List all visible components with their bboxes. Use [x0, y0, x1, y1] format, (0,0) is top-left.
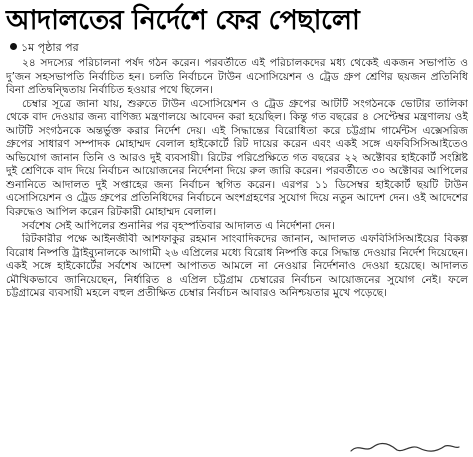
headline: আদালতের নির্দেশে ফের পেছালো	[6, 5, 360, 36]
author-signature	[345, 441, 465, 455]
bullet-icon	[10, 43, 17, 50]
article-paragraph: সর্বশেষ সেই আপিলের শুনানির পর বৃহস্পতিবার আদালত এ নির্দেশনা দেন।	[22, 219, 335, 232]
continuation-label: ১ম পৃষ্ঠার পর	[21, 41, 79, 54]
article-paragraph: রিটকারীর পক্ষে আইনজীবী আশফাকুর রহমান সাংবাদিকদের জানান, আদালত এফবিসিসিআইয়ের বিকল্প বিরোধ নিষ্পত্তি ট্রাইব্যুনালকে আগামী ২৬ এপ্রিলের মধ্যে বিরোধ নিষ্পত্তি করে সিদ্ধান্ত দেওয়ার নির্দেশ দিয়েছেন। একই সঙ্গে হাইকোর্টের সর্বশেষ আদেশ আপাতত আমলে না নেওয়ার নির্দেশনাও দেওয়া হয়েছে। আদালত মৌখিকভাবে জানিয়েছেন, নির্ধারিত ৪ এপ্রিল চট্টগ্রাম চেম্বারের নির্বাচন আয়োজনের সুযোগ নেই। ফলে চট্টগ্রামের ব্যবসায়ী মহলে বহুল প্রতীক্ষিত চেম্বার নির্বাচন আবারও অনিশ্চয়তার মুখে পড়েছে।	[6, 233, 468, 300]
continuation-note	[10, 40, 79, 56]
article-body	[6, 57, 468, 301]
article-paragraph: ২৪ সদস্যের পরিচালনা পর্ষদ গঠন করেন। পরবর্তীতে এই পরিচালকদের মধ্য থেকেই একজন সভাপতি ও দু’জন সহসভাপতি নির্বাচিত হন। চলতি নির্বাচনে টাউন এসোসিয়েশন ও ট্রেড গ্রুপ শ্রেণির ছয়জন প্রতিনিধি বিনা প্রতিদ্বন্দ্বিতায় নির্বাচিত হওয়ার পথে ছিলেন।	[6, 57, 468, 97]
article-paragraph: চেম্বার সূত্রে জানা যায়, শুরুতে টাউন এসোসিয়েশন ও ট্রেড গ্রুপের আটটি সংগঠনকে ভোটার তালিকা থেকে বাদ দেওয়ার জন্য বাণিজ্য মন্ত্রণালয়ে আবেদন করা হয়েছিল। কিন্তু গত বছরের ৪ সেপ্টেম্বর মন্ত্রণালয় ওই আটটি সংগঠনকে অন্তর্ভুক্ত করার নির্দেশ দেয়। এই সিদ্ধান্তের বিরোধিতা করে চট্টগ্রাম গার্মেন্টস এক্সেসরিজ গ্রুপের সাধারণ সম্পাদক মোহাম্মদ বেলাল হাইকোর্টে রিট দায়ের করেন এবং একই সঙ্গে এফবিসিসিআইতেও অভিযোগ জানান তিনি ও আরও দুই ব্যবসায়ী। রিটের পরিপ্রেক্ষিতে গত বছরের ২২ অক্টোবর হাইকোর্ট সংশ্লিষ্ট দুই শ্রেণিকে বাদ দিয়ে নির্বাচন আয়োজনের নির্দেশনা দিয়ে রুল জারি করেন। পরবর্তীতে ৩০ অক্টোবর আপিলের শুনানিতে আদালত দুই সপ্তাহের জন্য নির্বাচন স্থগিত করেন। এরপর ১১ ডিসেম্বর হাইকোর্ট ছয়টি টাউন এসোসিয়েশন ও ট্রেড গ্রুপের প্রতিনিধিদের নির্বাচনে অংশগ্রহণের সুযোগ দিয়ে নতুন আদেশ দেন। ওই আদেশের বিরুদ্ধেও আপিল করেন রিটকারী মোহাম্মদ বেলাল।	[6, 97, 468, 219]
